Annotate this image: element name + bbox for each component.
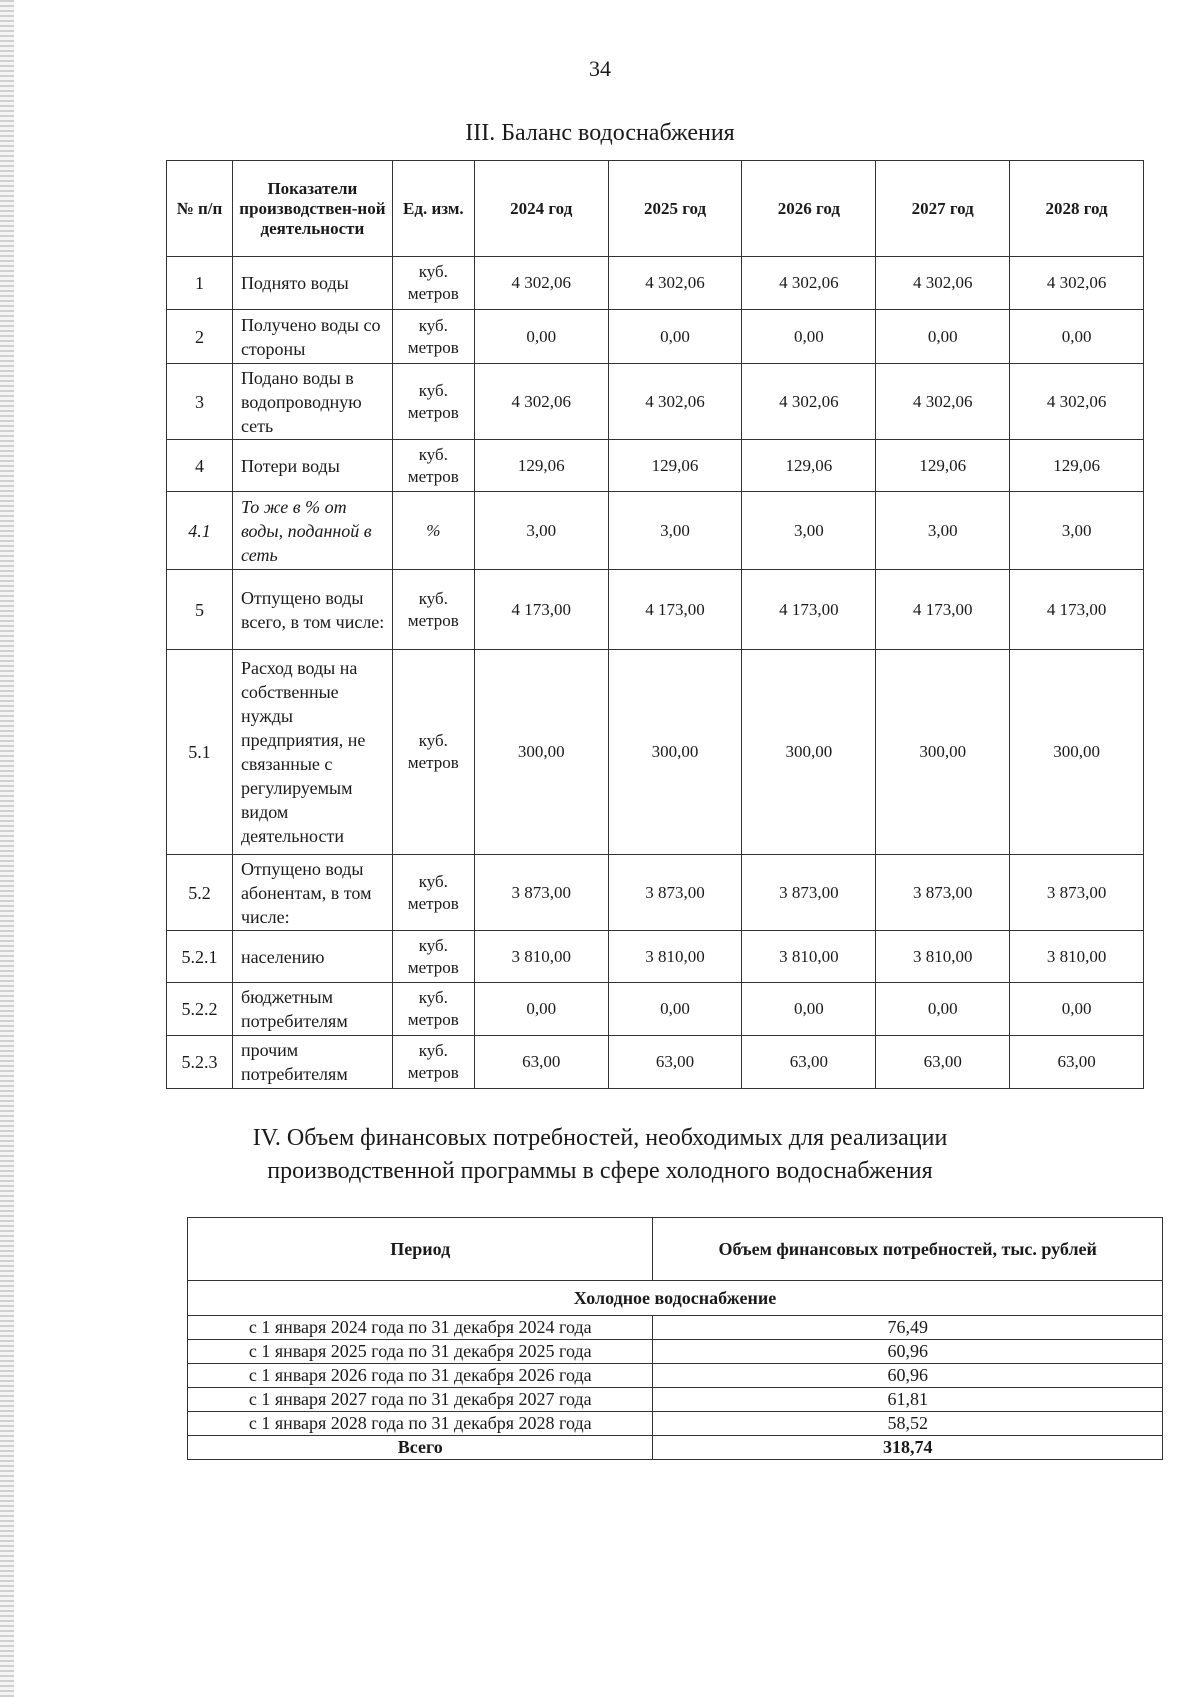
header-2025: 2025 год: [608, 161, 742, 257]
row-indicator: Поднято воды: [232, 257, 392, 310]
row-value-2026: 4 302,06: [742, 257, 876, 310]
row-value-2028: 4 173,00: [1010, 570, 1144, 650]
row-value-2024: 4 302,06: [474, 257, 608, 310]
header-unit: Ед. изм.: [392, 161, 474, 257]
row-value-2024: 3 810,00: [474, 931, 608, 983]
row-indicator: Расход воды на собственные нужды предприятия, не связанные с регулируемым видом деятельности: [232, 650, 392, 855]
header-2024: 2024 год: [474, 161, 608, 257]
row-period: с 1 января 2027 года по 31 декабря 2027 года: [188, 1388, 653, 1412]
row-amount: 60,96: [653, 1340, 1163, 1364]
table-row: [167, 492, 1144, 570]
row-indicator: Подано воды в водопроводную сеть: [232, 364, 392, 440]
row-value-2025: 0,00: [608, 983, 742, 1036]
row-value-2027: 3 810,00: [876, 931, 1010, 983]
row-num: 4.1: [167, 492, 233, 570]
group-row: [188, 1281, 1163, 1316]
section-title-line-2: производственной программы в сфере холодного водоснабжения: [267, 1158, 933, 1184]
row-value-2025: 3,00: [608, 492, 742, 570]
row-unit: куб. метров: [392, 364, 474, 440]
row-value-2026: 0,00: [742, 310, 876, 364]
row-indicator: прочим потребителям: [232, 1036, 392, 1089]
row-value-2025: 4 302,06: [608, 257, 742, 310]
row-unit: куб. метров: [392, 855, 474, 931]
row-value-2024: 0,00: [474, 310, 608, 364]
row-value-2027: 129,06: [876, 440, 1010, 492]
row-value-2024: 129,06: [474, 440, 608, 492]
row-value-2027: 63,00: [876, 1036, 1010, 1089]
row-num: 2: [167, 310, 233, 364]
water-balance-table: [166, 160, 1144, 1089]
row-num: 5.2.2: [167, 983, 233, 1036]
table-header-row: [167, 161, 1144, 257]
row-value-2028: 4 302,06: [1010, 257, 1144, 310]
table-row: [167, 440, 1144, 492]
page-number: 34: [589, 56, 611, 81]
row-value-2024: 4 173,00: [474, 570, 608, 650]
total-value: 318,74: [653, 1436, 1163, 1460]
row-unit: куб. метров: [392, 931, 474, 983]
total-label: Всего: [188, 1436, 653, 1460]
row-unit: куб. метров: [392, 257, 474, 310]
table-row: [167, 364, 1144, 440]
row-value-2028: 4 302,06: [1010, 364, 1144, 440]
header-indicator: Показатели производствен-ной деятельности: [232, 161, 392, 257]
table-row: [167, 1036, 1144, 1089]
row-value-2028: 3,00: [1010, 492, 1144, 570]
row-unit: куб. метров: [392, 983, 474, 1036]
row-value-2027: 4 173,00: [876, 570, 1010, 650]
row-unit: куб. метров: [392, 650, 474, 855]
table-row: [188, 1316, 1163, 1340]
row-unit: куб. метров: [392, 570, 474, 650]
row-unit: куб. метров: [392, 310, 474, 364]
row-indicator: Отпущено воды абонентам, в том числе:: [232, 855, 392, 931]
row-value-2024: 3,00: [474, 492, 608, 570]
row-value-2026: 129,06: [742, 440, 876, 492]
row-unit: %: [392, 492, 474, 570]
row-num: 5.1: [167, 650, 233, 855]
row-value-2026: 3 873,00: [742, 855, 876, 931]
row-value-2027: 3,00: [876, 492, 1010, 570]
row-value-2028: 3 810,00: [1010, 931, 1144, 983]
total-row: [188, 1436, 1163, 1460]
table-row: [167, 310, 1144, 364]
row-value-2027: 300,00: [876, 650, 1010, 855]
row-value-2024: 3 873,00: [474, 855, 608, 931]
scan-edge: [0, 0, 14, 1697]
row-value-2027: 4 302,06: [876, 257, 1010, 310]
row-value-2028: 0,00: [1010, 983, 1144, 1036]
row-value-2027: 3 873,00: [876, 855, 1010, 931]
row-value-2026: 3 810,00: [742, 931, 876, 983]
table-row: [167, 855, 1144, 931]
row-value-2028: 3 873,00: [1010, 855, 1144, 931]
row-value-2025: 300,00: [608, 650, 742, 855]
table-row: [167, 983, 1144, 1036]
row-unit: куб. метров: [392, 440, 474, 492]
row-indicator: бюджетным потребителям: [232, 983, 392, 1036]
header-amount: Объем финансовых потребностей, тыс. рублей: [653, 1218, 1163, 1281]
row-value-2026: 3,00: [742, 492, 876, 570]
row-amount: 61,81: [653, 1388, 1163, 1412]
row-unit: куб. метров: [392, 1036, 474, 1089]
section-title-line-1: IV. Объем финансовых потребностей, необходимых для реализации: [252, 1125, 948, 1151]
row-value-2026: 300,00: [742, 650, 876, 855]
table-row: [188, 1388, 1163, 1412]
row-value-2027: 0,00: [876, 983, 1010, 1036]
financial-needs-table: [187, 1217, 1163, 1460]
table-row: [188, 1412, 1163, 1436]
header-2027: 2027 год: [876, 161, 1010, 257]
row-value-2025: 3 873,00: [608, 855, 742, 931]
row-period: с 1 января 2026 года по 31 декабря 2026 года: [188, 1364, 653, 1388]
table-header-row: [188, 1218, 1163, 1281]
row-period: с 1 января 2028 года по 31 декабря 2028 года: [188, 1412, 653, 1436]
row-value-2027: 4 302,06: [876, 364, 1010, 440]
row-value-2025: 4 173,00: [608, 570, 742, 650]
group-label: Холодное водоснабжение: [188, 1281, 1163, 1316]
row-indicator: Потери воды: [232, 440, 392, 492]
header-2026: 2026 год: [742, 161, 876, 257]
header-period: Период: [188, 1218, 653, 1281]
table-row: [167, 257, 1144, 310]
row-period: с 1 января 2025 года по 31 декабря 2025 года: [188, 1340, 653, 1364]
row-value-2025: 3 810,00: [608, 931, 742, 983]
header-num: № п/п: [167, 161, 233, 257]
row-value-2028: 0,00: [1010, 310, 1144, 364]
header-2028: 2028 год: [1010, 161, 1144, 257]
row-value-2025: 129,06: [608, 440, 742, 492]
row-indicator: То же в % от воды, поданной в сеть: [232, 492, 392, 570]
row-value-2026: 63,00: [742, 1036, 876, 1089]
row-value-2026: 4 173,00: [742, 570, 876, 650]
row-value-2024: 0,00: [474, 983, 608, 1036]
table-row: [167, 931, 1144, 983]
table-row: [167, 570, 1144, 650]
table-row: [188, 1340, 1163, 1364]
row-value-2024: 63,00: [474, 1036, 608, 1089]
row-value-2027: 0,00: [876, 310, 1010, 364]
table-row: [188, 1364, 1163, 1388]
row-indicator: Получено воды со стороны: [232, 310, 392, 364]
row-value-2025: 4 302,06: [608, 364, 742, 440]
section-title-water-balance: III. Баланс водоснабжения: [465, 120, 735, 146]
row-period: с 1 января 2024 года по 31 декабря 2024 года: [188, 1316, 653, 1340]
row-amount: 76,49: [653, 1316, 1163, 1340]
row-value-2026: 0,00: [742, 983, 876, 1036]
row-value-2028: 63,00: [1010, 1036, 1144, 1089]
row-amount: 58,52: [653, 1412, 1163, 1436]
row-num: 5: [167, 570, 233, 650]
row-value-2028: 129,06: [1010, 440, 1144, 492]
section-title-financial-needs: [0, 1122, 1200, 1188]
table-row: [167, 650, 1144, 855]
row-indicator: Отпущено воды всего, в том числе:: [232, 570, 392, 650]
row-value-2025: 0,00: [608, 310, 742, 364]
row-num: 4: [167, 440, 233, 492]
row-num: 5.2.3: [167, 1036, 233, 1089]
row-value-2024: 300,00: [474, 650, 608, 855]
row-num: 3: [167, 364, 233, 440]
row-num: 5.2.1: [167, 931, 233, 983]
row-value-2025: 63,00: [608, 1036, 742, 1089]
row-indicator: населению: [232, 931, 392, 983]
row-num: 1: [167, 257, 233, 310]
row-value-2026: 4 302,06: [742, 364, 876, 440]
row-amount: 60,96: [653, 1364, 1163, 1388]
row-value-2024: 4 302,06: [474, 364, 608, 440]
row-num: 5.2: [167, 855, 233, 931]
row-value-2028: 300,00: [1010, 650, 1144, 855]
